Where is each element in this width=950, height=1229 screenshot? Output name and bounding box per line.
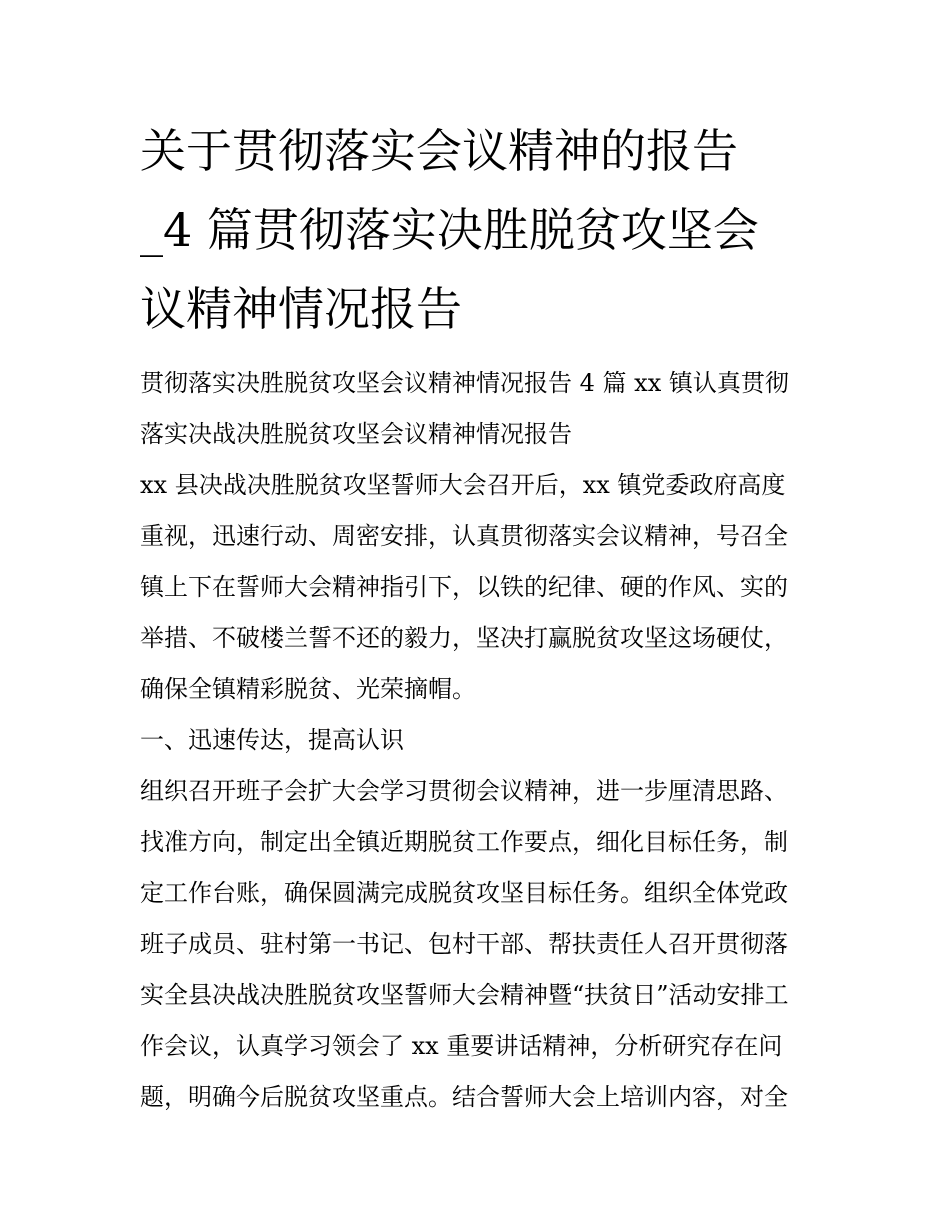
body-line: 组织召开班子会扩大会学习贯彻会议精神，进一步厘清思路、 — [140, 777, 788, 805]
title-line-1: 关于贯彻落实会议精神的报告 — [140, 124, 738, 178]
body-line: 题，明确今后脱贫攻坚重点。结合誓师大会上培训内容，对全 — [140, 1083, 788, 1111]
body-line: 实全县决战决胜脱贫攻坚誓师大会精神暨“扶贫日”活动安排工 — [140, 981, 789, 1009]
body-line: 贯彻落实决胜脱贫攻坚会议精神情况报告 4 篇 xx 镇认真贯彻 — [140, 369, 789, 397]
body-line: xx 县决战决胜脱贫攻坚誓师大会召开后，xx 镇党委政府高度 — [140, 471, 786, 499]
document-body — [140, 358, 820, 1123]
body-line: 举措、不破楼兰誓不还的毅力，坚决打赢脱贫攻坚这场硬仗， — [140, 624, 788, 652]
body-line: 班子成员、驻村第一书记、包村干部、帮扶责任人召开贯彻落 — [140, 930, 788, 958]
body-line: 确保全镇精彩脱贫、光荣摘帽。 — [140, 675, 476, 703]
body-line: 找准方向，制定出全镇近期脱贫工作要点，细化目标任务，制 — [140, 828, 788, 856]
body-line: 重视，迅速行动、周密安排，认真贯彻落实会议精神，号召全 — [140, 522, 788, 550]
body-line: 落实决战决胜脱贫攻坚会议精神情况报告 — [140, 420, 572, 448]
body-line: 作会议，认真学习领会了 xx 重要讲话精神，分析研究存在问 — [140, 1032, 783, 1060]
document-title — [140, 112, 820, 349]
section-heading: 一、迅速传达，提高认识 — [140, 726, 404, 754]
title-line-2: _4 篇贯彻落实决胜脱贫攻坚会 — [140, 203, 759, 257]
body-line: 镇上下在誓师大会精神指引下，以铁的纪律、硬的作风、实的 — [140, 573, 788, 601]
body-line: 定工作台账，确保圆满完成脱贫攻坚目标任务。组织全体党政 — [140, 879, 788, 907]
title-line-3: 议精神情况报告 — [140, 282, 462, 336]
